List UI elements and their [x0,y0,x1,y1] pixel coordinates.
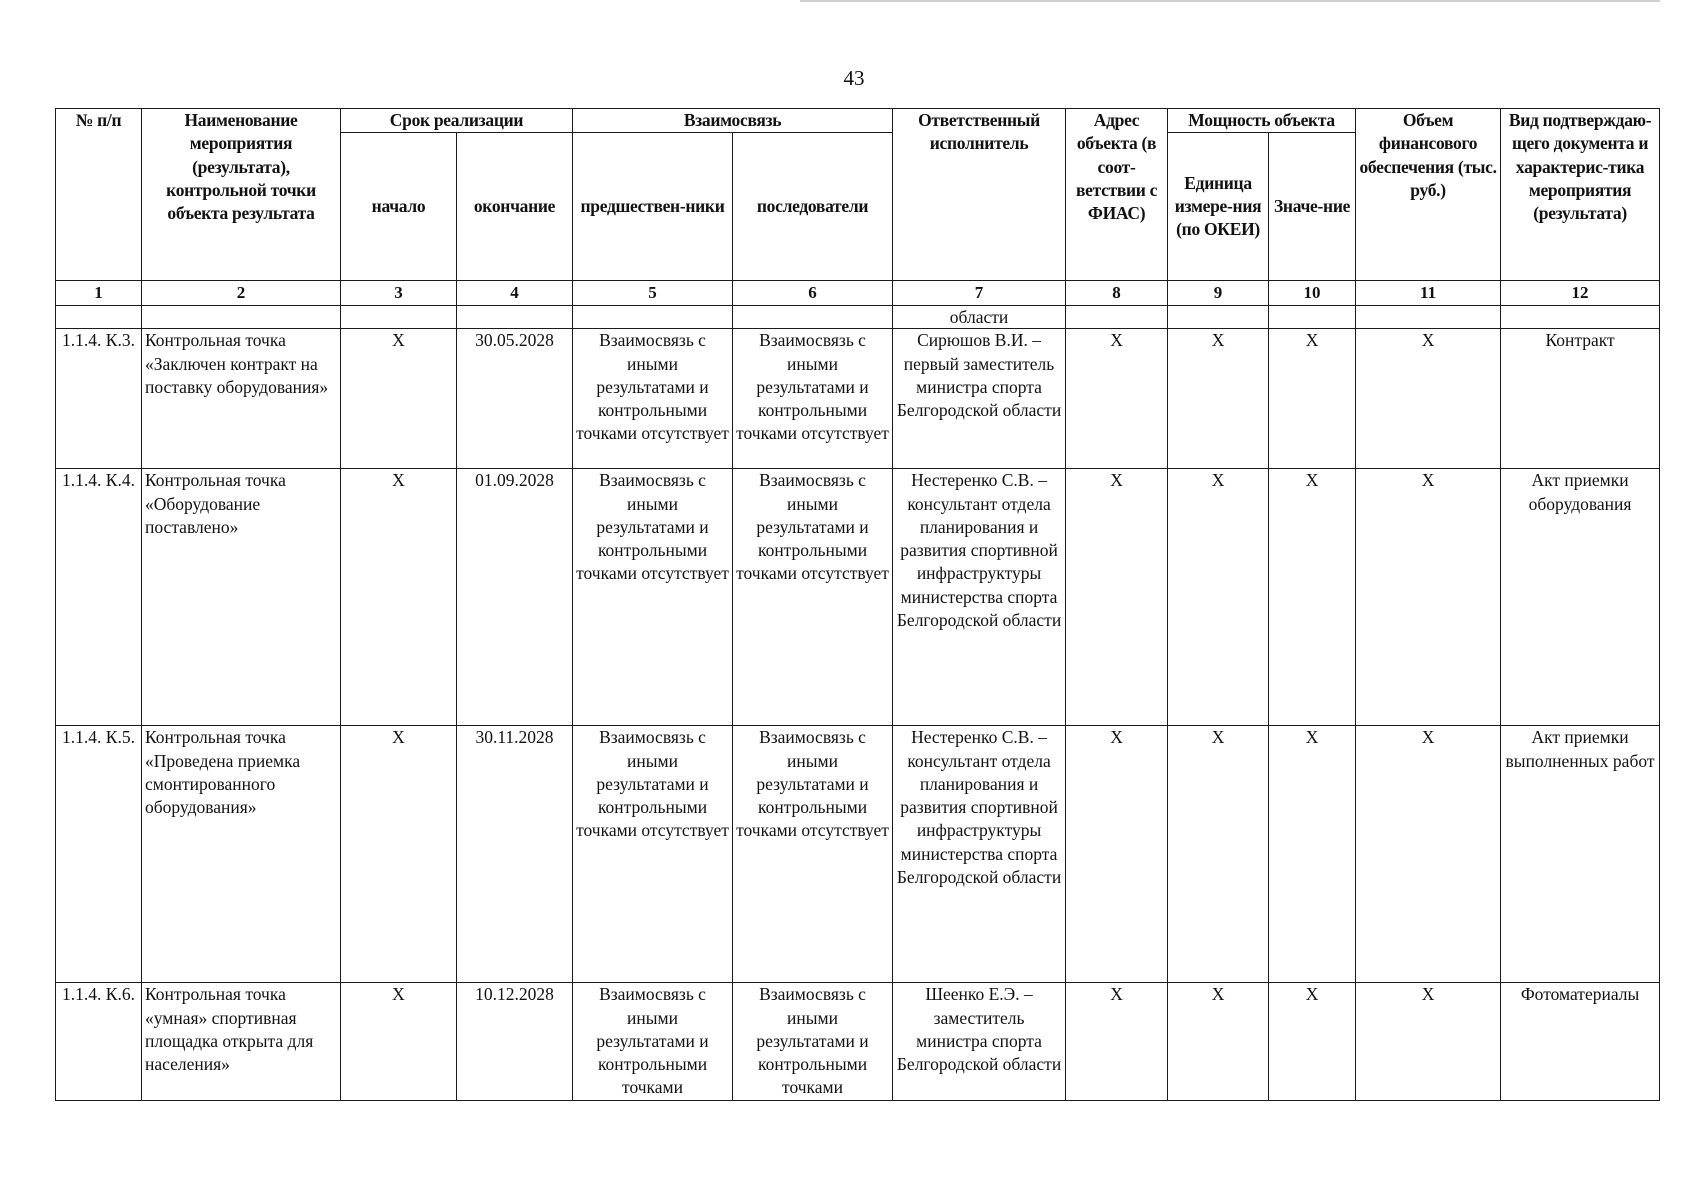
row-responsible: Сирюшов В.И. – первый заместитель министра спорта Белгородской области [893,329,1066,469]
row-end: 30.05.2028 [457,329,573,469]
column-number: 9 [1168,281,1269,306]
row-finance: X [1356,329,1501,469]
row-finance: X [1356,983,1501,1100]
row-predecessors: Взаимосвязь с иными результатами и контрольными точками отсутствует [573,726,733,983]
row-value: X [1269,726,1356,983]
row-unit: X [1168,469,1269,726]
row-end: 01.09.2028 [457,469,573,726]
header-term-end: окончание [457,133,573,281]
column-number: 4 [457,281,573,306]
header-no: № п/п [56,109,142,281]
header-capacity-value: Значе-ние [1269,133,1356,281]
scan-edge-line [800,0,1660,2]
row-address: X [1066,726,1168,983]
header-link-prev: предшествен-ники [573,133,733,281]
row-value: X [1269,469,1356,726]
row-address: X [1066,469,1168,726]
column-number-row [56,281,1660,306]
row-successors: Взаимосвязь с иными результатами и контрольными точками отсутствует [733,329,893,469]
row-address: X [1066,983,1168,1100]
continuation-text: области [893,306,1066,329]
row-number: 1.1.4. К.6. [56,983,142,1100]
row-responsible: Шеенко Е.Э. – заместитель министра спорта Белгородской области [893,983,1066,1100]
row-successors: Взаимосвязь с иными результатами и контрольными точками отсутствует [733,469,893,726]
column-number: 1 [56,281,142,306]
row-unit: X [1168,726,1269,983]
column-number: 7 [893,281,1066,306]
continuation-row [56,306,1660,329]
row-start: X [341,726,457,983]
header-capacity-unit: Единица измере-ния (по ОКЕИ) [1168,133,1269,281]
row-name: Контрольная точка «Оборудование поставлено» [142,469,341,726]
table-row [56,983,1660,1100]
column-number: 11 [1356,281,1501,306]
column-number: 2 [142,281,341,306]
header-term: Срок реализации [341,109,573,133]
row-start: X [341,329,457,469]
row-name: Контрольная точка «Проведена приемка смонтированного оборудования» [142,726,341,983]
row-end: 10.12.2028 [457,983,573,1100]
row-unit: X [1168,983,1269,1100]
row-value: X [1269,983,1356,1100]
column-number: 6 [733,281,893,306]
table-row [56,329,1660,469]
row-name: Контрольная точка «умная» спортивная площадка открыта для населения» [142,983,341,1100]
header-name: Наименование мероприятия (результата), контрольной точки объекта результата [142,109,341,281]
row-doc: Контракт [1501,329,1660,469]
row-number: 1.1.4. К.5. [56,726,142,983]
row-unit: X [1168,329,1269,469]
row-predecessors: Взаимосвязь с иными результатами и контрольными точками отсутствует [573,329,733,469]
row-responsible: Нестеренко С.В. – консультант отдела планирования и развития спортивной инфраструктуры министерства спорта Белгородской области [893,469,1066,726]
header-term-start: начало [341,133,457,281]
header-link-next: последователи [733,133,893,281]
events-table [55,108,1660,1101]
row-doc: Фотоматериалы [1501,983,1660,1100]
column-number: 3 [341,281,457,306]
page-number: 43 [843,66,865,90]
row-finance: X [1356,469,1501,726]
row-finance: X [1356,726,1501,983]
header-doc-type: Вид подтверждаю-щего документа и характерис-тика мероприятия (результата) [1501,109,1660,281]
row-start: X [341,469,457,726]
row-address: X [1066,329,1168,469]
table-row [56,469,1660,726]
row-name: Контрольная точка «Заключен контракт на поставку оборудования» [142,329,341,469]
column-number: 8 [1066,281,1168,306]
row-doc: Акт приемки выполненных работ [1501,726,1660,983]
row-value: X [1269,329,1356,469]
header-finance: Объем финансового обеспечения (тыс. руб.) [1356,109,1501,281]
row-number: 1.1.4. К.3. [56,329,142,469]
table-row [56,726,1660,983]
column-number: 5 [573,281,733,306]
row-predecessors: Взаимосвязь с иными результатами и контрольными точками отсутствует [573,469,733,726]
header-address: Адрес объекта (в соот-ветствии с ФИАС) [1066,109,1168,281]
header-link: Взаимосвязь [573,109,893,133]
row-predecessors: Взаимосвязь с иными результатами и контрольными точками [573,983,733,1100]
row-start: X [341,983,457,1100]
row-number: 1.1.4. К.4. [56,469,142,726]
header-responsible: Ответственный исполнитель [893,109,1066,281]
header-capacity: Мощность объекта [1168,109,1356,133]
column-number: 10 [1269,281,1356,306]
row-doc: Акт приемки оборудования [1501,469,1660,726]
row-successors: Взаимосвязь с иными результатами и контрольными точками [733,983,893,1100]
column-number: 12 [1501,281,1660,306]
row-end: 30.11.2028 [457,726,573,983]
row-responsible: Нестеренко С.В. – консультант отдела планирования и развития спортивной инфраструктуры министерства спорта Белгородской области [893,726,1066,983]
row-successors: Взаимосвязь с иными результатами и контрольными точками отсутствует [733,726,893,983]
